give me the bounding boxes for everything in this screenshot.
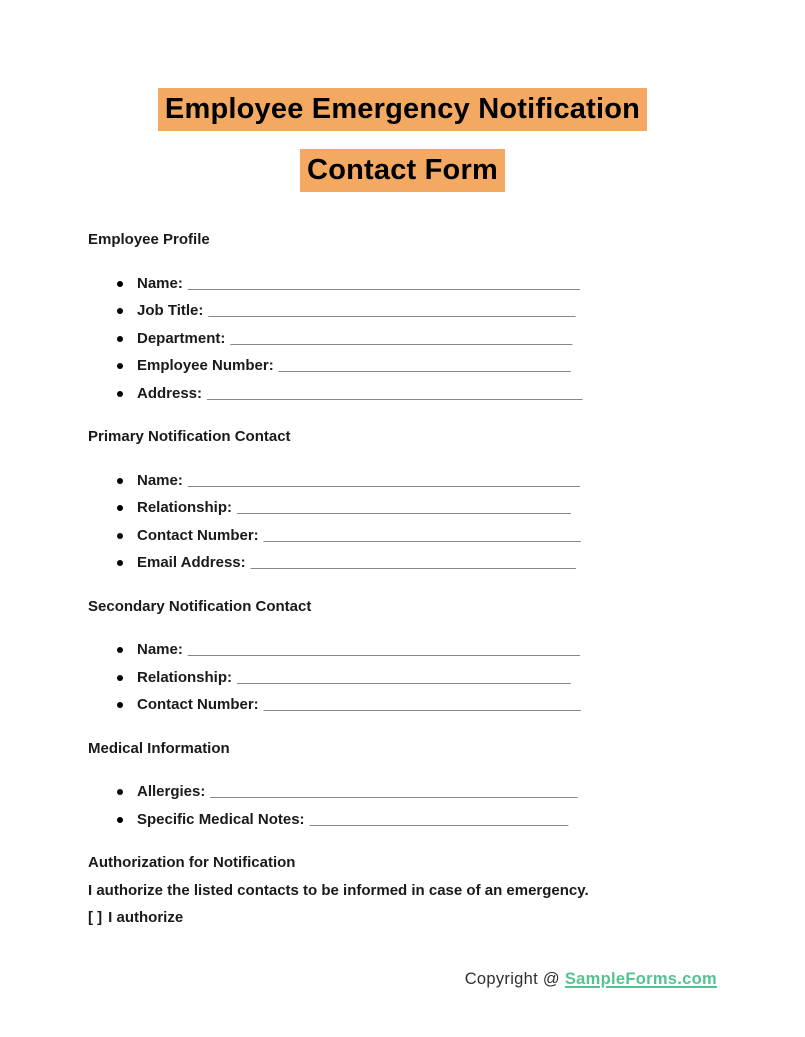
- section-heading-authorization: Authorization for Notification: [88, 854, 296, 871]
- authorization-statement: I authorize the listed contacts to be informed in case of an emergency.: [88, 881, 589, 899]
- bullet-icon: [117, 789, 123, 795]
- field-blank-input[interactable]: ___________________________________: [278, 357, 571, 374]
- field-row-name: [137, 270, 717, 298]
- field-blank-input[interactable]: ____________________________________________: [208, 302, 576, 319]
- field-row-allergies: [137, 778, 717, 806]
- bullet-icon: [117, 817, 123, 823]
- field-blank-input[interactable]: ________________________________________: [237, 499, 571, 516]
- field-label: Employee Number:: [137, 357, 274, 374]
- section-heading-employee-profile: Employee Profile: [88, 231, 210, 248]
- field-blank-input[interactable]: _________________________________________: [230, 329, 573, 347]
- field-row-name: [137, 636, 717, 664]
- section-heading-primary-contact: Primary Notification Contact: [88, 428, 291, 445]
- field-label: Relationship:: [137, 499, 233, 516]
- field-row-contact-number: [137, 522, 717, 550]
- primary-contact-field-list: [88, 467, 717, 577]
- field-row-relationship: [137, 494, 717, 522]
- sampleforms-link[interactable]: SampleForms.com: [564, 969, 717, 988]
- field-label: Specific Medical Notes:: [137, 810, 305, 828]
- bullet-icon: [117, 391, 123, 397]
- field-blank-input[interactable]: ______________________________________: [263, 526, 581, 544]
- bullet-icon: [117, 647, 123, 653]
- copyright-text: Copyright @: [464, 969, 560, 988]
- field-blank-input[interactable]: _______________________________________________: [187, 641, 580, 658]
- field-row-address: [137, 380, 717, 408]
- field-label: Name:: [137, 641, 183, 658]
- field-label: Contact Number:: [137, 696, 259, 713]
- field-label: Name:: [137, 274, 183, 292]
- bullet-icon: [117, 675, 123, 681]
- bullet-icon: [117, 505, 123, 511]
- field-label: Job Title:: [137, 302, 204, 319]
- form-title-line-1: Employee Emergency Notification: [158, 88, 647, 131]
- medical-information-field-list: [88, 778, 717, 833]
- secondary-contact-field-list: [88, 636, 717, 719]
- field-blank-input[interactable]: _______________________________________________: [187, 471, 580, 489]
- field-blank-input[interactable]: _______________________________________: [250, 554, 577, 571]
- authorization-checkbox-line: [88, 904, 717, 932]
- field-label: Name:: [137, 471, 183, 489]
- field-row-department: [137, 325, 717, 353]
- authorization-checkbox-label: I authorize: [108, 909, 184, 926]
- field-label: Department:: [137, 329, 226, 347]
- form-title-line-2: Contact Form: [300, 149, 505, 192]
- field-row-relationship: [137, 664, 717, 692]
- bullet-icon: [117, 336, 123, 342]
- field-row-employee-number: [137, 352, 717, 380]
- bullet-icon: [117, 560, 123, 566]
- field-row-contact-number: [137, 691, 717, 719]
- employee-profile-field-list: [88, 270, 717, 408]
- field-row-specific-medical-notes: [137, 806, 717, 834]
- field-blank-input[interactable]: ______________________________________: [263, 696, 581, 713]
- bullet-icon: [117, 533, 123, 539]
- field-label: Email Address:: [137, 554, 246, 571]
- authorization-checkbox[interactable]: [ ]: [88, 909, 103, 926]
- field-row-email-address: [137, 549, 717, 577]
- field-label: Contact Number:: [137, 526, 259, 544]
- field-blank-input[interactable]: _____________________________________________: [207, 384, 583, 402]
- bullet-icon: [117, 308, 123, 314]
- field-blank-input[interactable]: ________________________________________: [237, 668, 571, 686]
- field-label: Allergies:: [137, 783, 206, 800]
- section-heading-secondary-contact: Secondary Notification Contact: [88, 597, 312, 615]
- field-blank-input[interactable]: _______________________________: [309, 810, 569, 828]
- field-blank-input[interactable]: ____________________________________________: [210, 783, 578, 800]
- form-title: [0, 88, 805, 192]
- field-label: Address:: [137, 384, 203, 402]
- field-row-name: [137, 467, 717, 495]
- bullet-icon: [117, 281, 123, 287]
- form-body: [0, 226, 805, 932]
- section-heading-medical-information: Medical Information: [88, 739, 230, 757]
- field-label: Relationship:: [137, 668, 233, 686]
- bullet-icon: [117, 363, 123, 369]
- page-footer: [0, 967, 805, 991]
- bullet-icon: [117, 478, 123, 484]
- field-blank-input[interactable]: _______________________________________________: [187, 274, 580, 292]
- field-row-job-title: [137, 297, 717, 325]
- bullet-icon: [117, 702, 123, 708]
